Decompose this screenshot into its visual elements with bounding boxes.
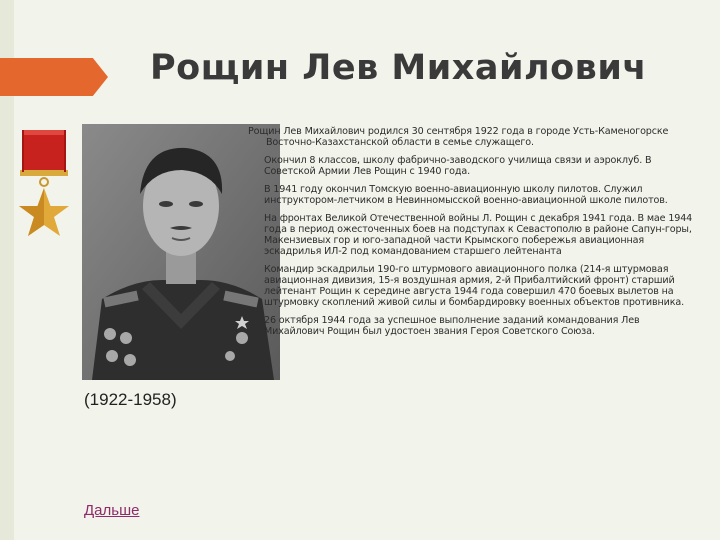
bio-paragraph: Рощин Лев Михайлович родился 30 сентября 1922 года в городе Усть-Каменогорске Восточно-Казахстанской области в семье служащего.	[248, 126, 669, 148]
bio-paragraph: На фронтах Великой Отечественной войны Л. Рощин с декабря 1941 года. В мае 1944 года в период ожесточенных боев на подступах к Севастополю в районе Сапун-горы, Макензиевых гор и юго-западной части Крымского побережья авиационная эскадрилья ИЛ-2 под командованием старшего лейтенанта	[264, 213, 693, 257]
slide-title: Рощин Лев Михайлович	[150, 48, 647, 88]
next-link[interactable]: Дальше	[84, 502, 140, 519]
bio-paragraph: 26 октября 1944 года за успешное выполнение заданий командования Лев Михайлович Рощин был удостоен звания Героя Советского Союза.	[264, 315, 640, 337]
bio-paragraph: Командир эскадрильи 190-го штурмового авиационного полка (214-я штурмовая авиационная дивизия, 15-я воздушная армия, 2-й Прибалтийский фронт) старший лейтенант Рощин к середине августа 1944 года совершил 470 боевых вылетов на штурмовку скоплений живой силы и бомбардировку военных объектов противника.	[264, 264, 684, 308]
life-years: (1922-1958)	[84, 390, 177, 409]
title-accent-arrow	[0, 58, 108, 96]
bio-paragraph: Окончил 8 классов, школу фабрично-заводского училища связи и аэроклуб. В Советской Армии Лев Рощин с 1940 года.	[264, 155, 652, 177]
biography-text	[248, 126, 696, 344]
bio-paragraph: В 1941 году окончил Томскую военно-авиационную школу пилотов. Служил инструктором-летчиком в Невинномысской военно-авиационной школе пилотов.	[264, 184, 668, 206]
hero-gold-star-medal-icon	[16, 128, 72, 246]
